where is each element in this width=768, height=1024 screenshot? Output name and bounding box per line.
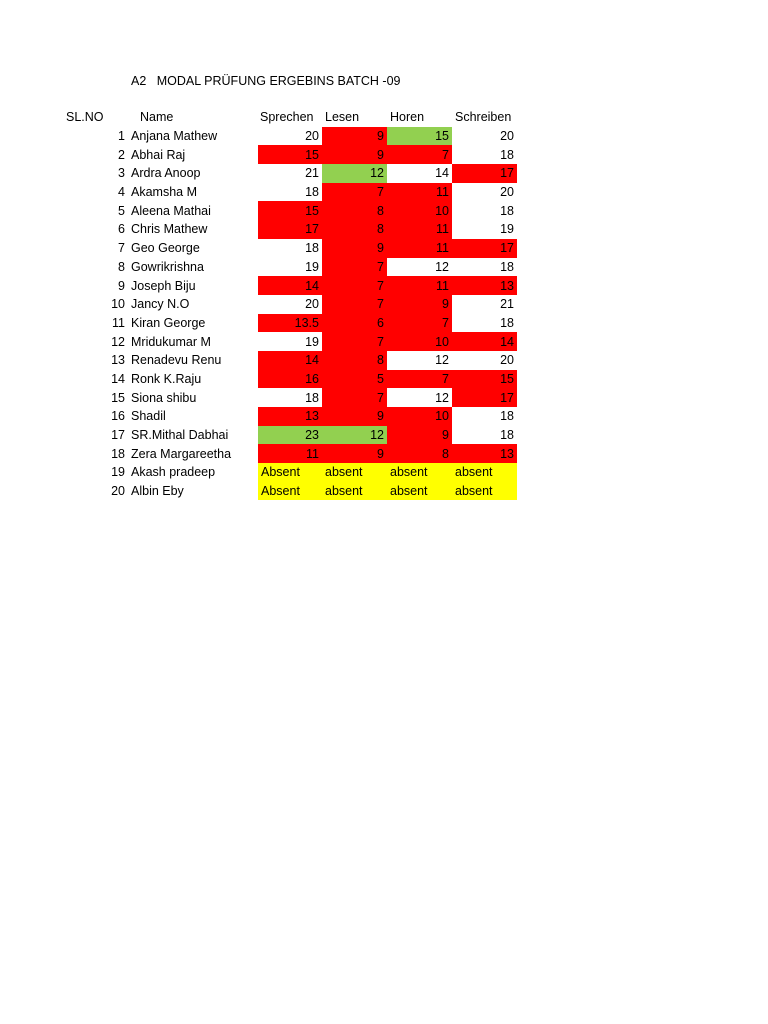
sprechen-score-cell: 13: [258, 407, 322, 426]
lesen-score-cell: 6: [322, 314, 387, 333]
horen-score-cell: 10: [387, 201, 452, 220]
table-row: [60, 127, 517, 146]
sl-no-cell: 20: [111, 484, 125, 499]
sl-no-cell: 13: [111, 353, 125, 368]
horen-score-cell: 14: [435, 166, 449, 181]
schreiben-score-cell: 15: [452, 370, 517, 389]
sl-no-cell: 16: [111, 409, 125, 424]
student-name-cell: Joseph Biju: [131, 278, 196, 293]
sprechen-score-cell: 16: [258, 370, 322, 389]
lesen-score-cell: 7: [322, 295, 387, 314]
table-row: [60, 444, 517, 463]
table-row: [60, 295, 517, 314]
student-name-cell: Zera Margareetha: [131, 446, 232, 461]
lesen-score-cell: 7: [322, 183, 387, 202]
lesen-score-cell: 8: [322, 220, 387, 239]
student-name-cell: Aleena Mathai: [131, 203, 211, 218]
student-name-cell: Siona shibu: [131, 390, 197, 405]
sprechen-score-cell: 14: [258, 351, 322, 370]
table-row: [60, 407, 517, 426]
student-name-cell: Renadevu Renu: [131, 353, 222, 368]
sl-no-cell: 3: [118, 166, 125, 181]
horen-score-cell: 9: [387, 426, 452, 445]
student-name-cell: Akamsha M: [131, 185, 197, 200]
sprechen-score-cell: 19: [305, 259, 319, 274]
sl-no-cell: 10: [111, 297, 125, 312]
table-row: [60, 332, 517, 351]
schreiben-score-cell: 18: [500, 203, 514, 218]
schreiben-score-cell: 20: [500, 185, 514, 200]
student-name-cell: Akash pradeep: [131, 465, 216, 480]
table-row: [60, 276, 517, 295]
header-lesen: Lesen: [325, 110, 360, 125]
horen-score-cell: 11: [387, 183, 452, 202]
sprechen-score-cell: 15: [258, 145, 322, 164]
schreiben-score-cell: 19: [500, 222, 514, 237]
header-sl-no: SL.NO: [66, 110, 104, 125]
horen-score-cell: 10: [387, 407, 452, 426]
schreiben-score-cell: 17: [452, 388, 517, 407]
horen-score-cell: absent: [387, 482, 452, 501]
sl-no-cell: 12: [111, 334, 125, 349]
lesen-score-cell: 7: [322, 332, 387, 351]
sprechen-score-cell: 13.5: [258, 314, 322, 333]
student-name-cell: Gowrikrishna: [131, 259, 204, 274]
table-row: [60, 145, 517, 164]
sprechen-score-cell: 19: [305, 334, 319, 349]
table-row: [60, 183, 517, 202]
sl-no-cell: 8: [118, 259, 125, 274]
sl-no-cell: 14: [111, 371, 125, 386]
table-row: [60, 388, 517, 407]
horen-score-cell: absent: [387, 463, 452, 482]
table-row: [60, 351, 517, 370]
table-row: [60, 220, 517, 239]
header-name: Name: [140, 110, 174, 125]
sprechen-score-cell: 20: [305, 129, 319, 144]
sl-no-cell: 2: [118, 147, 125, 162]
sprechen-score-cell: Absent: [258, 482, 322, 501]
horen-score-cell: 7: [387, 314, 452, 333]
horen-score-cell: 12: [435, 353, 449, 368]
lesen-score-cell: 8: [322, 351, 387, 370]
schreiben-score-cell: absent: [452, 463, 517, 482]
sl-no-cell: 11: [112, 315, 125, 330]
schreiben-score-cell: 17: [452, 164, 517, 183]
lesen-score-cell: 9: [322, 145, 387, 164]
horen-score-cell: 11: [387, 239, 452, 258]
sprechen-score-cell: 20: [305, 297, 319, 312]
schreiben-score-cell: 18: [500, 409, 514, 424]
sl-no-cell: 4: [118, 185, 125, 200]
horen-score-cell: 7: [387, 370, 452, 389]
student-name-cell: Shadil: [131, 409, 166, 424]
lesen-score-cell: 9: [322, 407, 387, 426]
sl-no-cell: 19: [111, 465, 125, 480]
page-title: A2 MODAL PRÜFUNG ERGEBINS BATCH -09: [131, 74, 401, 88]
student-name-cell: Albin Eby: [131, 484, 184, 499]
lesen-score-cell: absent: [322, 463, 387, 482]
sprechen-score-cell: 21: [305, 166, 319, 181]
sprechen-score-cell: 17: [258, 220, 322, 239]
schreiben-score-cell: 18: [500, 315, 514, 330]
results-table: [60, 108, 517, 500]
schreiben-score-cell: 17: [452, 239, 517, 258]
header-sprechen: Sprechen: [260, 110, 314, 125]
lesen-score-cell: 7: [322, 388, 387, 407]
header-horen: Horen: [390, 110, 425, 125]
student-name-cell: Ronk K.Raju: [131, 371, 202, 386]
sl-no-cell: 7: [118, 241, 125, 256]
schreiben-score-cell: 21: [500, 297, 514, 312]
sl-no-cell: 6: [118, 222, 125, 237]
sl-no-cell: 15: [111, 390, 125, 405]
schreiben-score-cell: 14: [452, 332, 517, 351]
sprechen-score-cell: 11: [258, 444, 322, 463]
table-row: [60, 314, 517, 333]
table-row: [60, 258, 517, 277]
schreiben-score-cell: 20: [500, 353, 514, 368]
horen-score-cell: 12: [435, 390, 449, 405]
student-name-cell: Chris Mathew: [131, 222, 208, 237]
table-row: [60, 201, 517, 220]
table-row: [60, 239, 517, 258]
horen-score-cell: 12: [435, 259, 449, 274]
sprechen-score-cell: 15: [258, 201, 322, 220]
sl-no-cell: 5: [118, 203, 125, 218]
sprechen-score-cell: 14: [258, 276, 322, 295]
lesen-score-cell: 5: [322, 370, 387, 389]
student-name-cell: Ardra Anoop: [131, 166, 201, 181]
lesen-score-cell: 8: [322, 201, 387, 220]
student-name-cell: SR.Mithal Dabhai: [131, 428, 229, 443]
table-row: [60, 164, 517, 183]
horen-score-cell: 11: [387, 276, 452, 295]
horen-score-cell: 9: [387, 295, 452, 314]
horen-score-cell: 11: [387, 220, 452, 239]
horen-score-cell: 7: [387, 145, 452, 164]
schreiben-score-cell: 20: [500, 129, 514, 144]
student-name-cell: Abhai Raj: [131, 147, 186, 162]
lesen-score-cell: absent: [322, 482, 387, 501]
table-row: [60, 463, 517, 482]
header-row: [60, 108, 517, 127]
table-row: [60, 370, 517, 389]
sl-no-cell: 9: [118, 278, 125, 293]
horen-score-cell: 15: [387, 127, 452, 146]
table-row: [60, 482, 517, 501]
lesen-score-cell: 9: [322, 239, 387, 258]
sprechen-score-cell: 23: [258, 426, 322, 445]
lesen-score-cell: 12: [322, 426, 387, 445]
student-name-cell: Kiran George: [131, 315, 206, 330]
schreiben-score-cell: 18: [500, 259, 514, 274]
schreiben-score-cell: 18: [500, 147, 514, 162]
student-name-cell: Anjana Mathew: [131, 129, 218, 144]
student-name-cell: Jancy N.O: [131, 297, 190, 312]
lesen-score-cell: 9: [322, 444, 387, 463]
header-schreiben: Schreiben: [455, 110, 512, 125]
sprechen-score-cell: 18: [305, 241, 319, 256]
sl-no-cell: 17: [111, 428, 125, 443]
student-name-cell: Geo George: [131, 241, 200, 256]
results-table-body: [60, 108, 517, 500]
horen-score-cell: 8: [387, 444, 452, 463]
sprechen-score-cell: 18: [305, 390, 319, 405]
lesen-score-cell: 9: [322, 127, 387, 146]
lesen-score-cell: 12: [322, 164, 387, 183]
lesen-score-cell: 7: [322, 258, 387, 277]
table-row: [60, 426, 517, 445]
sl-no-cell: 1: [118, 129, 125, 144]
sprechen-score-cell: 18: [305, 185, 319, 200]
schreiben-score-cell: 18: [500, 428, 514, 443]
schreiben-score-cell: absent: [452, 482, 517, 501]
schreiben-score-cell: 13: [452, 444, 517, 463]
schreiben-score-cell: 13: [452, 276, 517, 295]
lesen-score-cell: 7: [322, 276, 387, 295]
horen-score-cell: 10: [387, 332, 452, 351]
student-name-cell: Mridukumar M: [131, 334, 211, 349]
sl-no-cell: 18: [111, 446, 125, 461]
sprechen-score-cell: Absent: [258, 463, 322, 482]
